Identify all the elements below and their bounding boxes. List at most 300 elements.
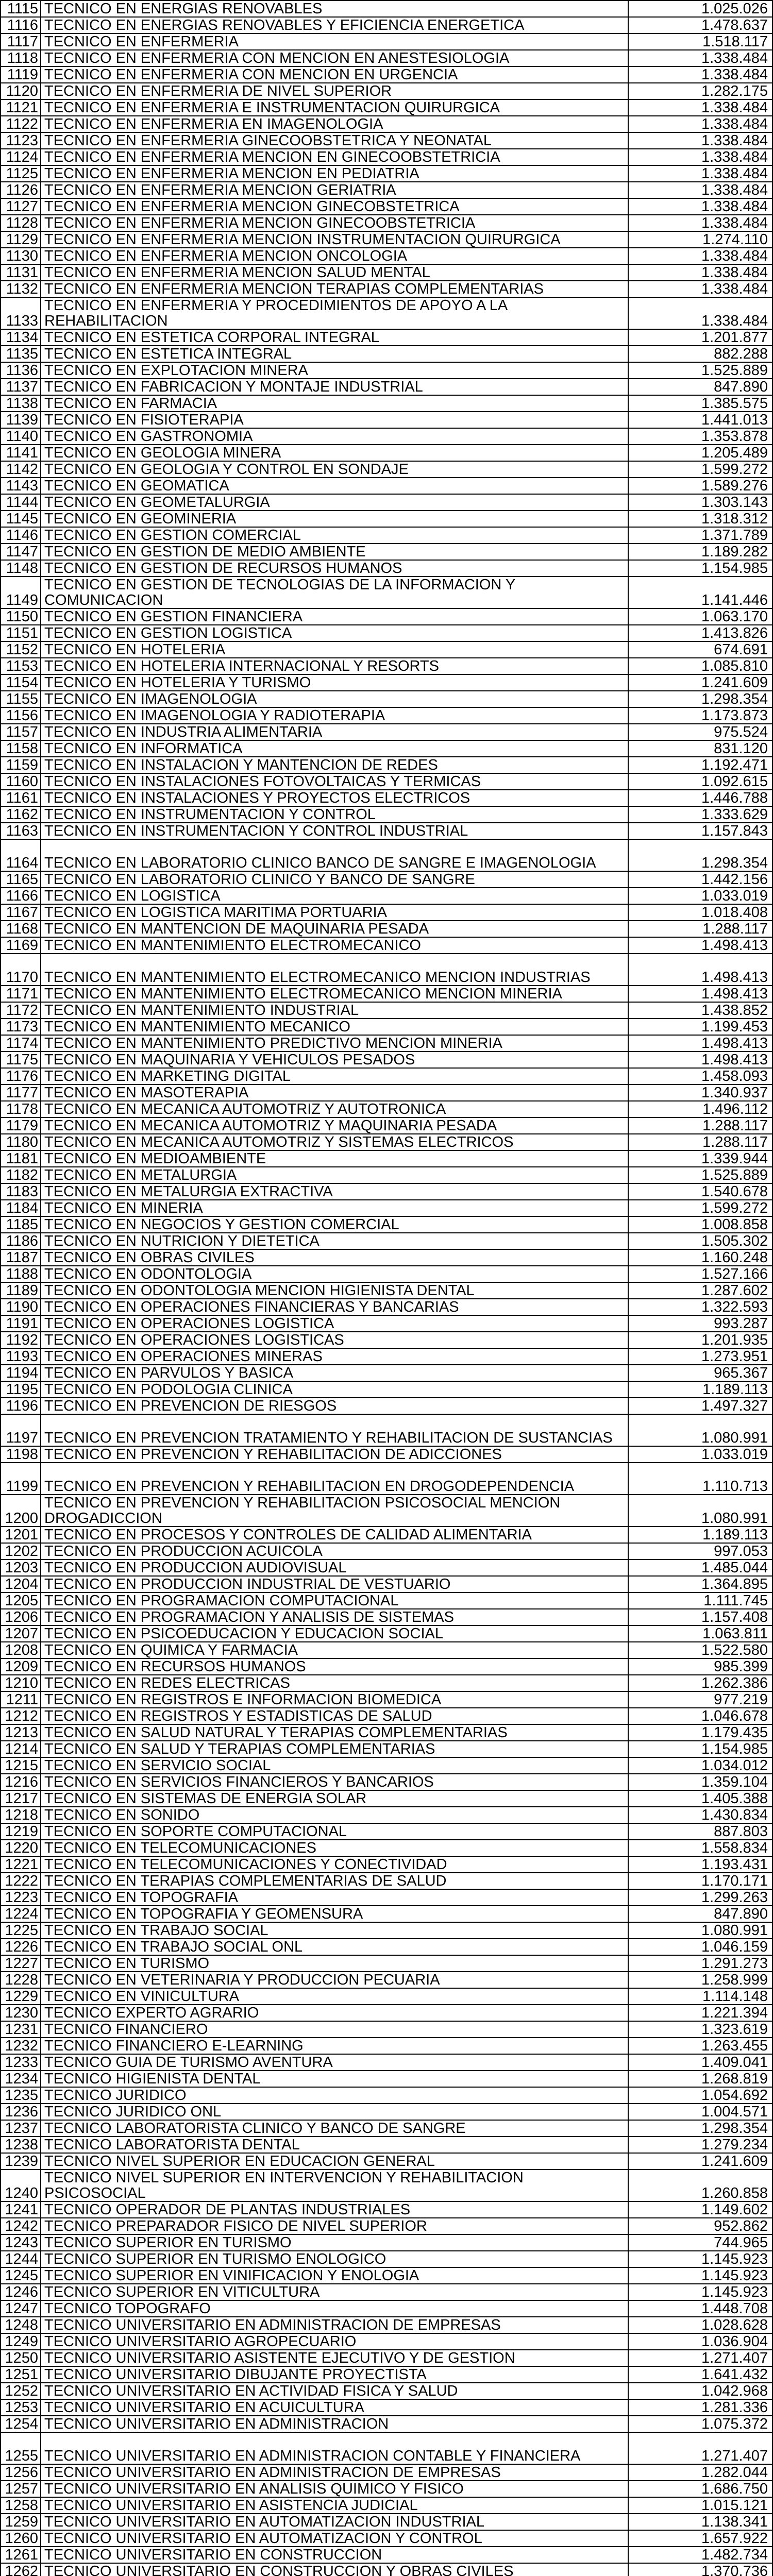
row-number-cell: 1127	[1, 198, 41, 215]
row-number-cell: 1181	[1, 1150, 41, 1167]
amount-cell: 1.370.736	[628, 2563, 772, 2576]
program-name-cell: TECNICO EN MECANICA AUTOMOTRIZ Y AUTOTRONICA	[41, 1101, 628, 1117]
table-row	[1, 132, 772, 149]
amount-cell: 1.338.484	[628, 99, 772, 116]
program-name-cell: TECNICO UNIVERSITARIO EN ACUICULTURA	[41, 2399, 628, 2416]
row-number-cell: 1144	[1, 494, 41, 511]
table-row	[1, 149, 772, 165]
program-name-cell: TECNICO EN PSICOEDUCACION Y EDUCACION SOCIAL	[41, 1625, 628, 1642]
table-row	[1, 2218, 772, 2234]
amount-cell: 1.558.834	[628, 1840, 772, 1856]
row-number-cell: 1162	[1, 806, 41, 823]
program-name-cell: TECNICO EN TOPOGRAFIA	[41, 1889, 628, 1906]
amount-cell: 1.042.968	[628, 2383, 772, 2399]
table-row	[1, 1675, 772, 1691]
table-row	[1, 1315, 772, 1332]
row-number-cell: 1243	[1, 2234, 41, 2251]
amount-cell: 1.154.985	[628, 560, 772, 577]
row-number-cell: 1125	[1, 165, 41, 182]
table-row	[1, 839, 772, 871]
table-row	[1, 1576, 772, 1592]
amount-cell: 1.599.272	[628, 461, 772, 478]
amount-cell: 1.333.629	[628, 806, 772, 823]
row-number-cell: 1229	[1, 1988, 41, 2005]
amount-cell: 1.154.985	[628, 1741, 772, 1757]
program-name-cell: TECNICO UNIVERSITARIO EN AUTOMATIZACION Y CONTROL	[41, 2530, 628, 2547]
row-number-cell: 1138	[1, 395, 41, 412]
program-name-cell: TECNICO EN INFORMATICA	[41, 740, 628, 757]
amount-cell: 1.430.834	[628, 1807, 772, 1823]
table-row	[1, 937, 772, 954]
table-row	[1, 1019, 772, 1035]
program-name-cell: TECNICO EN ENFERMERIA MENCION GERIATRIA	[41, 182, 628, 198]
table-row	[1, 1774, 772, 1790]
amount-cell: 1.323.619	[628, 2021, 772, 2038]
program-name-cell: TECNICO EN GESTION DE MEDIO AMBIENTE	[41, 544, 628, 560]
table-row	[1, 1200, 772, 1216]
program-name-cell: TECNICO EN GASTRONOMIA	[41, 428, 628, 445]
row-number-cell: 1160	[1, 773, 41, 790]
program-name-cell: TECNICO EN ENFERMERIA MENCION GINECOBSTETRICA	[41, 198, 628, 215]
table-row	[1, 1446, 772, 1463]
table-row	[1, 1035, 772, 1052]
row-number-cell: 1236	[1, 2104, 41, 2120]
table-row	[1, 2514, 772, 2530]
table-row	[1, 1906, 772, 1922]
program-name-cell: TECNICO EN EXPLOTACION MINERA	[41, 362, 628, 379]
program-name-cell: TECNICO EN TELECOMUNICACIONES Y CONECTIVIDAD	[41, 1856, 628, 1873]
program-name-cell: TECNICO EN PRODUCCION ACUICOLA	[41, 1543, 628, 1560]
row-number-cell: 1143	[1, 478, 41, 494]
program-name-cell: TECNICO EN TOPOGRAFIA Y GEOMENSURA	[41, 1906, 628, 1922]
table-row	[1, 478, 772, 494]
program-name-cell: TECNICO EN MANTENIMIENTO ELECTROMECANICO	[41, 937, 628, 954]
program-name-cell: TECNICO EN LOGISTICA	[41, 888, 628, 904]
amount-cell: 1.589.276	[628, 478, 772, 494]
table-row	[1, 1691, 772, 1708]
table-row	[1, 823, 772, 839]
amount-cell: 1.338.484	[628, 132, 772, 149]
table-row	[1, 182, 772, 198]
program-name-cell: TECNICO EN SERVICIO SOCIAL	[41, 1757, 628, 1774]
program-name-cell: TECNICO LABORATORISTA DENTAL	[41, 2137, 628, 2153]
row-number-cell: 1220	[1, 1840, 41, 1856]
amount-cell: 1.338.484	[628, 198, 772, 215]
amount-cell: 1.241.609	[628, 674, 772, 691]
table-row	[1, 2267, 772, 2284]
amount-cell: 1.540.678	[628, 1183, 772, 1200]
program-name-cell: TECNICO EN PRODUCCION INDUSTRIAL DE VESTUARIO	[41, 1576, 628, 1592]
row-number-cell: 1202	[1, 1543, 41, 1560]
amount-cell: 1.442.156	[628, 871, 772, 888]
table-row	[1, 1856, 772, 1873]
table-row	[1, 773, 772, 790]
row-number-cell: 1161	[1, 790, 41, 806]
amount-cell: 1.498.413	[628, 986, 772, 1002]
table-row	[1, 297, 772, 329]
amount-cell: 1.657.922	[628, 2530, 772, 2547]
table-row	[1, 658, 772, 674]
row-number-cell: 1178	[1, 1101, 41, 1117]
program-name-cell: TECNICO JURIDICO	[41, 2087, 628, 2104]
amount-cell: 1.338.484	[628, 264, 772, 281]
program-name-cell: TECNICO SUPERIOR EN VITICULTURA	[41, 2284, 628, 2300]
row-number-cell: 1117	[1, 33, 41, 50]
row-number-cell: 1129	[1, 231, 41, 248]
row-number-cell: 1146	[1, 527, 41, 544]
amount-cell: 1.438.852	[628, 1002, 772, 1019]
table-row	[1, 2563, 772, 2576]
amount-cell: 1.205.489	[628, 445, 772, 461]
amount-cell: 1.189.113	[628, 1527, 772, 1543]
table-row	[1, 2071, 772, 2087]
row-number-cell: 1171	[1, 986, 41, 1002]
amount-cell: 1.258.999	[628, 1972, 772, 1988]
row-number-cell: 1232	[1, 2038, 41, 2054]
row-number-cell: 1249	[1, 2333, 41, 2350]
program-name-cell: TECNICO EN PROGRAMACION Y ANALISIS DE SISTEMAS	[41, 1609, 628, 1625]
program-name-cell: TECNICO EN MECANICA AUTOMOTRIZ Y MAQUINARIA PESADA	[41, 1117, 628, 1134]
row-number-cell: 1195	[1, 1381, 41, 1398]
amount-cell: 1.054.692	[628, 2087, 772, 2104]
row-number-cell: 1190	[1, 1299, 41, 1315]
program-name-cell: TECNICO EN PREVENCION Y REHABILITACION DE ADICCIONES	[41, 1446, 628, 1463]
table-row	[1, 428, 772, 445]
amount-cell: 1.036.904	[628, 2333, 772, 2350]
table-row	[1, 33, 772, 50]
row-number-cell: 1261	[1, 2547, 41, 2563]
table-row	[1, 264, 772, 281]
program-name-cell: TECNICO EN QUIMICA Y FARMACIA	[41, 1642, 628, 1658]
program-name-cell: TECNICO EN MANTENIMIENTO INDUSTRIAL	[41, 1002, 628, 1019]
table-row	[1, 871, 772, 888]
program-name-cell: TECNICO EN ENFERMERIA	[41, 33, 628, 50]
row-number-cell: 1235	[1, 2087, 41, 2104]
table-row	[1, 1873, 772, 1889]
table-row	[1, 1365, 772, 1381]
program-name-cell: TECNICO EN VINICULTURA	[41, 1988, 628, 2005]
amount-cell: 1.111.745	[628, 1592, 772, 1609]
row-number-cell: 1180	[1, 1134, 41, 1150]
amount-cell: 1.497.327	[628, 1398, 772, 1414]
program-name-cell: TECNICO EN SISTEMAS DE ENERGIA SOLAR	[41, 1790, 628, 1807]
amount-cell: 1.338.484	[628, 215, 772, 231]
program-name-cell: TECNICO EN INSTRUMENTACION Y CONTROL INDUSTRIAL	[41, 823, 628, 839]
amount-cell: 1.641.432	[628, 2366, 772, 2383]
row-number-cell: 1230	[1, 2005, 41, 2021]
amount-cell: 1.288.117	[628, 1134, 772, 1150]
amount-cell: 1.179.435	[628, 1724, 772, 1741]
program-name-cell: TECNICO EN LABORATORIO CLINICO Y BANCO DE SANGRE	[41, 871, 628, 888]
program-name-cell: TECNICO EN FARMACIA	[41, 395, 628, 412]
row-number-cell: 1158	[1, 740, 41, 757]
amount-cell: 1.371.789	[628, 527, 772, 544]
table-row	[1, 2464, 772, 2481]
amount-cell: 1.015.121	[628, 2497, 772, 2514]
row-number-cell: 1253	[1, 2399, 41, 2416]
row-number-cell: 1159	[1, 757, 41, 773]
row-number-cell: 1234	[1, 2071, 41, 2087]
row-number-cell: 1212	[1, 1708, 41, 1724]
amount-cell: 1.359.104	[628, 1774, 772, 1790]
table-row	[1, 1348, 772, 1365]
table-row	[1, 1922, 772, 1939]
table-row	[1, 461, 772, 478]
program-name-cell: TECNICO EN ENFERMERIA MENCION GINECOOBSTETRICIA	[41, 215, 628, 231]
amount-cell: 1.498.413	[628, 954, 772, 986]
program-name-cell: TECNICO EN HOTELERIA INTERNACIONAL Y RESORTS	[41, 658, 628, 674]
program-name-cell: TECNICO SUPERIOR EN VINIFICACION Y ENOLOGIA	[41, 2267, 628, 2284]
table-row	[1, 1527, 772, 1543]
program-name-cell: TECNICO EN REGISTROS Y ESTADISTICAS DE SALUD	[41, 1708, 628, 1724]
program-name-cell: TECNICO EN SERVICIOS FINANCIEROS Y BANCARIOS	[41, 1774, 628, 1790]
table-row	[1, 494, 772, 511]
table-row	[1, 2350, 772, 2366]
program-name-cell: TECNICO EN PRODUCCION AUDIOVISUAL	[41, 1560, 628, 1576]
amount-cell: 1.114.148	[628, 1988, 772, 2005]
amount-cell: 1.273.951	[628, 1348, 772, 1365]
table-row	[1, 2251, 772, 2267]
table-body	[1, 1, 772, 2576]
row-number-cell: 1231	[1, 2021, 41, 2038]
program-name-cell: TECNICO EN ENERGIAS RENOVABLES Y EFICIENCIA ENERGETICA	[41, 17, 628, 33]
table-row	[1, 1625, 772, 1642]
program-name-cell: TECNICO FINANCIERO E-LEARNING	[41, 2038, 628, 2054]
table-row	[1, 921, 772, 937]
amount-cell: 1.338.484	[628, 50, 772, 66]
row-number-cell: 1157	[1, 724, 41, 740]
row-number-cell: 1211	[1, 1691, 41, 1708]
program-name-cell: TECNICO EN GESTION DE RECURSOS HUMANOS	[41, 560, 628, 577]
amount-cell: 1.157.843	[628, 823, 772, 839]
amount-cell: 1.338.484	[628, 165, 772, 182]
table-row	[1, 1233, 772, 1249]
program-name-cell: TECNICO EN LABORATORIO CLINICO BANCO DE SANGRE E IMAGENOLOGIA	[41, 839, 628, 871]
program-name-cell: TECNICO EN ODONTOLOGIA	[41, 1266, 628, 1282]
program-name-cell: TECNICO EN GEOLOGIA Y CONTROL EN SONDAJE	[41, 461, 628, 478]
row-number-cell: 1177	[1, 1084, 41, 1101]
table-row	[1, 1282, 772, 1299]
table-row	[1, 281, 772, 297]
row-number-cell: 1172	[1, 1002, 41, 1019]
table-row	[1, 1560, 772, 1576]
program-name-cell: TECNICO EN TELECOMUNICACIONES	[41, 1840, 628, 1856]
amount-cell: 993.287	[628, 1315, 772, 1332]
table-row	[1, 2120, 772, 2137]
program-name-cell: TECNICO EN INSTRUMENTACION Y CONTROL	[41, 806, 628, 823]
table-row	[1, 116, 772, 132]
table-row	[1, 888, 772, 904]
amount-cell: 1.385.575	[628, 395, 772, 412]
amount-cell: 1.004.571	[628, 2104, 772, 2120]
program-name-cell: TECNICO EN REGISTROS E INFORMACION BIOMEDICA	[41, 1691, 628, 1708]
table-row	[1, 445, 772, 461]
program-name-cell: TECNICO EN TURISMO	[41, 1955, 628, 1972]
amount-cell: 1.478.637	[628, 17, 772, 33]
table-row	[1, 691, 772, 707]
program-name-cell: TECNICO EN PREVENCION TRATAMIENTO Y REHABILITACION DE SUSTANCIAS	[41, 1414, 628, 1446]
table-row	[1, 395, 772, 412]
amount-cell: 1.199.453	[628, 1019, 772, 1035]
row-number-cell: 1259	[1, 2514, 41, 2530]
row-number-cell: 1223	[1, 1889, 41, 1906]
table-row	[1, 1249, 772, 1266]
program-name-cell: TECNICO EN PREVENCION DE RIESGOS	[41, 1398, 628, 1414]
table-row	[1, 954, 772, 986]
amount-cell: 1.279.234	[628, 2137, 772, 2153]
row-number-cell: 1225	[1, 1922, 41, 1939]
program-name-cell: TECNICO EN ESTETICA INTEGRAL	[41, 346, 628, 362]
amount-cell: 1.364.895	[628, 1576, 772, 1592]
table-row	[1, 1823, 772, 1840]
row-number-cell: 1208	[1, 1642, 41, 1658]
row-number-cell: 1151	[1, 625, 41, 641]
row-number-cell: 1191	[1, 1315, 41, 1332]
program-name-cell: TECNICO UNIVERSITARIO DIBUJANTE PROYECTISTA	[41, 2366, 628, 2383]
table-row	[1, 986, 772, 1002]
program-name-cell: TECNICO EN MARKETING DIGITAL	[41, 1068, 628, 1084]
amount-cell: 1.498.413	[628, 1035, 772, 1052]
amount-cell: 1.157.408	[628, 1609, 772, 1625]
row-number-cell: 1150	[1, 608, 41, 625]
program-name-cell: TECNICO EN ENFERMERIA MENCION SALUD MENTAL	[41, 264, 628, 281]
program-name-cell: TECNICO EN OBRAS CIVILES	[41, 1249, 628, 1266]
table-row	[1, 2284, 772, 2300]
table-row	[1, 1183, 772, 1200]
table-row	[1, 248, 772, 264]
amount-cell: 1.092.615	[628, 773, 772, 790]
program-name-cell: TECNICO UNIVERSITARIO EN ADMINISTRACION DE EMPRESAS	[41, 2317, 628, 2333]
row-number-cell: 1167	[1, 904, 41, 921]
table-row	[1, 346, 772, 362]
amount-cell: 1.173.873	[628, 707, 772, 724]
row-number-cell: 1141	[1, 445, 41, 461]
program-name-cell: TECNICO EN METALURGIA EXTRACTIVA	[41, 1183, 628, 1200]
row-number-cell: 1238	[1, 2137, 41, 2153]
amount-cell: 1.298.354	[628, 2120, 772, 2137]
program-name-cell: TECNICO EN ENFERMERIA EN IMAGENOLOGIA	[41, 116, 628, 132]
amount-cell: 1.018.408	[628, 904, 772, 921]
amount-cell: 847.890	[628, 1906, 772, 1922]
program-name-cell: TECNICO EN MECANICA AUTOMOTRIZ Y SISTEMAS ELECTRICOS	[41, 1134, 628, 1150]
amount-cell: 1.193.431	[628, 1856, 772, 1873]
table-row	[1, 1807, 772, 1823]
row-number-cell: 1126	[1, 182, 41, 198]
table-row	[1, 1117, 772, 1134]
program-name-cell: TECNICO EN PROCESOS Y CONTROLES DE CALIDAD ALIMENTARIA	[41, 1527, 628, 1543]
row-number-cell: 1217	[1, 1790, 41, 1807]
amount-cell: 1.525.889	[628, 1167, 772, 1183]
program-name-cell: TECNICO EN NUTRICION Y DIETETICA	[41, 1233, 628, 1249]
amount-cell: 1.338.484	[628, 116, 772, 132]
row-number-cell: 1139	[1, 412, 41, 428]
table-row	[1, 560, 772, 577]
program-name-cell: TECNICO EN INSTALACIONES FOTOVOLTAICAS Y TERMICAS	[41, 773, 628, 790]
program-name-cell: TECNICO EN TERAPIAS COMPLEMENTARIAS DE SALUD	[41, 1873, 628, 1889]
program-name-cell: TECNICO EN ESTETICA CORPORAL INTEGRAL	[41, 329, 628, 346]
row-number-cell: 1194	[1, 1365, 41, 1381]
row-number-cell: 1226	[1, 1939, 41, 1955]
program-name-cell: TECNICO EN HOTELERIA Y TURISMO	[41, 674, 628, 691]
table-row	[1, 724, 772, 740]
row-number-cell: 1166	[1, 888, 41, 904]
row-number-cell: 1228	[1, 1972, 41, 1988]
row-number-cell: 1203	[1, 1560, 41, 1576]
program-name-cell: TECNICO EN ENFERMERIA CON MENCION EN URGENCIA	[41, 66, 628, 83]
program-name-cell: TECNICO UNIVERSITARIO EN ACTIVIDAD FISICA Y SALUD	[41, 2383, 628, 2399]
amount-cell: 965.367	[628, 1365, 772, 1381]
table-row	[1, 329, 772, 346]
table-row	[1, 625, 772, 641]
row-number-cell: 1175	[1, 1052, 41, 1068]
row-number-cell: 1120	[1, 83, 41, 99]
table-row	[1, 1757, 772, 1774]
amount-cell: 1.288.117	[628, 1117, 772, 1134]
amount-cell: 1.025.026	[628, 1, 772, 17]
program-name-cell: TECNICO UNIVERSITARIO EN AUTOMATIZACION INDUSTRIAL	[41, 2514, 628, 2530]
row-number-cell: 1133	[1, 297, 41, 329]
amount-cell: 1.034.012	[628, 1757, 772, 1774]
table-row	[1, 2317, 772, 2333]
amount-cell: 1.338.484	[628, 297, 772, 329]
row-number-cell: 1131	[1, 264, 41, 281]
program-name-cell: TECNICO EN MASOTERAPIA	[41, 1084, 628, 1101]
table-row	[1, 1840, 772, 1856]
row-number-cell: 1227	[1, 1955, 41, 1972]
program-name-cell: TECNICO EN INSTALACIONES Y PROYECTOS ELECTRICOS	[41, 790, 628, 806]
amount-cell: 1.063.811	[628, 1625, 772, 1642]
table-row	[1, 2021, 772, 2038]
program-name-cell: TECNICO GUIA DE TURISMO AVENTURA	[41, 2054, 628, 2071]
program-name-cell: TECNICO EN ENFERMERIA Y PROCEDIMIENTOS DE APOYO A LA REHABILITACION	[41, 297, 628, 329]
row-number-cell: 1252	[1, 2383, 41, 2399]
amount-cell: 1.339.944	[628, 1150, 772, 1167]
table-row	[1, 2530, 772, 2547]
table-row	[1, 1101, 772, 1117]
table-row	[1, 362, 772, 379]
program-name-cell: TECNICO EN PREVENCION Y REHABILITACION PSICOSOCIAL MENCION DROGADICCION	[41, 1495, 628, 1527]
program-name-cell: TECNICO UNIVERSITARIO AGROPECUARIO	[41, 2333, 628, 2350]
amount-cell: 1.263.455	[628, 2038, 772, 2054]
amount-cell: 1.291.273	[628, 1955, 772, 1972]
amount-cell: 1.498.413	[628, 1052, 772, 1068]
program-name-cell: TECNICO EN IMAGENOLOGIA	[41, 691, 628, 707]
table-row	[1, 1381, 772, 1398]
row-number-cell: 1164	[1, 839, 41, 871]
table-row	[1, 806, 772, 823]
program-name-cell: TECNICO NIVEL SUPERIOR EN EDUCACION GENERAL	[41, 2153, 628, 2170]
program-name-cell: TECNICO EN MINERIA	[41, 1200, 628, 1216]
row-number-cell: 1205	[1, 1592, 41, 1609]
row-number-cell: 1156	[1, 707, 41, 724]
row-number-cell: 1176	[1, 1068, 41, 1084]
amount-cell: 1.338.484	[628, 248, 772, 264]
program-name-cell: TECNICO UNIVERSITARIO EN ADMINISTRACION	[41, 2416, 628, 2432]
row-number-cell: 1154	[1, 674, 41, 691]
program-name-cell: TECNICO UNIVERSITARIO EN ANALISIS QUIMICO Y FISICO	[41, 2481, 628, 2497]
amount-cell: 1.318.312	[628, 511, 772, 527]
row-number-cell: 1135	[1, 346, 41, 362]
table-row	[1, 511, 772, 527]
program-name-cell: TECNICO EN GEOLOGIA MINERA	[41, 445, 628, 461]
table-row	[1, 1463, 772, 1495]
program-name-cell: TECNICO EN TRABAJO SOCIAL ONL	[41, 1939, 628, 1955]
amount-cell: 1.448.708	[628, 2300, 772, 2317]
amount-cell: 1.033.019	[628, 1446, 772, 1463]
row-number-cell: 1192	[1, 1332, 41, 1348]
program-name-cell: TECNICO OPERADOR DE PLANTAS INDUSTRIALES	[41, 2201, 628, 2218]
program-name-cell: TECNICO EN ENFERMERIA CON MENCION EN ANESTESIOLOGIA	[41, 50, 628, 66]
